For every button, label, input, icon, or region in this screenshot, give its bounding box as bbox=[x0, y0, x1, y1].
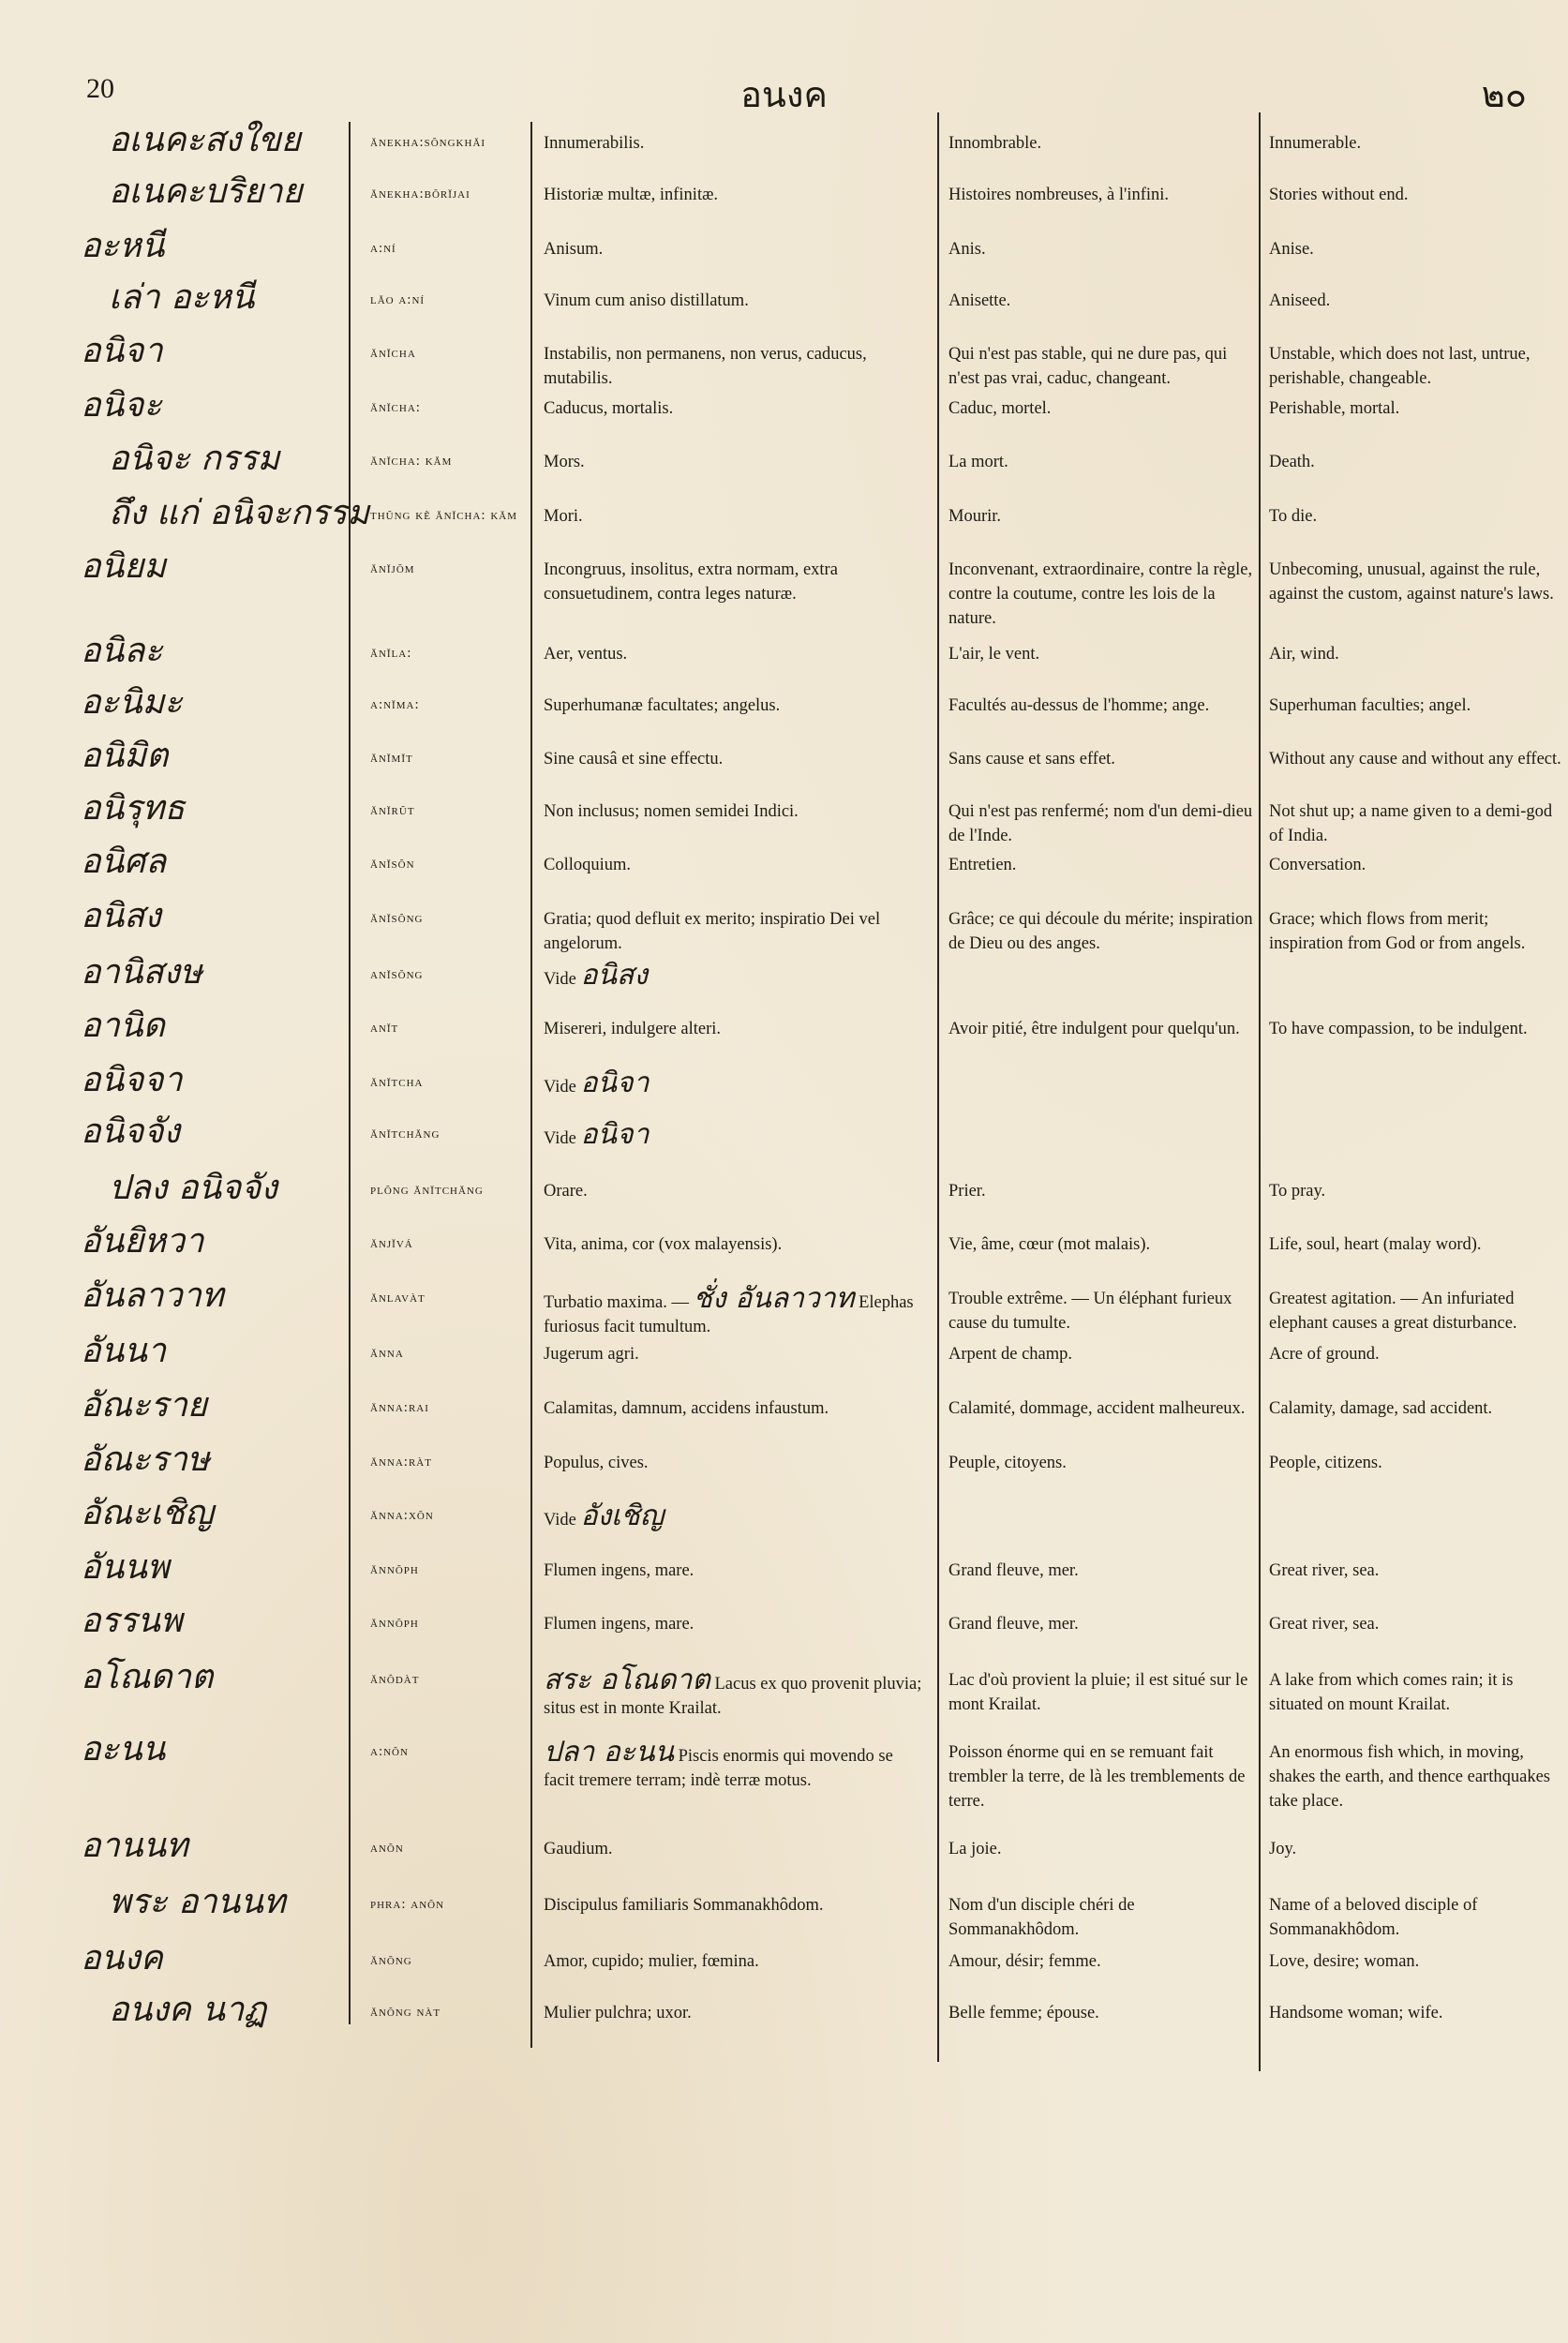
english-definition: Unbecoming, unusual, against the rule, against the custom, against nature's laws. bbox=[1269, 560, 1554, 604]
latin-definition: Instabilis, non permanens, non verus, caducus, mutabilis. bbox=[544, 345, 867, 388]
latin-definition: Amor, cupido; mulier, fœmina. bbox=[544, 1952, 759, 1971]
romanization: ănĭla: bbox=[370, 646, 412, 661]
french-definition: La mort. bbox=[948, 453, 1008, 471]
french-definition: Lac d'où provient la pluie; il est situé sur le mont Krailat. bbox=[948, 1671, 1248, 1714]
thai-headword: อานิสงษ bbox=[81, 953, 202, 992]
english-definition: Superhuman faculties; angel. bbox=[1269, 696, 1471, 715]
french-definition: Qui n'est pas renfermé; nom d'un demi-dieu de l'Inde. bbox=[948, 802, 1253, 845]
thai-headword: อเนคะสงใขย bbox=[109, 121, 301, 159]
french-definition: Innombrable. bbox=[948, 134, 1042, 153]
vide-label: Vide bbox=[544, 1129, 576, 1148]
thai-headword: อนงค bbox=[81, 1939, 163, 1977]
cross-reference: อนิจา bbox=[580, 1118, 650, 1151]
english-definition: Death. bbox=[1269, 453, 1315, 471]
french-definition: Vie, âme, cœur (mot malais). bbox=[948, 1235, 1151, 1254]
romanization: a:ní bbox=[370, 241, 396, 256]
latin-definition: Mulier pulchra; uxor. bbox=[544, 2004, 692, 2022]
thai-headword: อนิศล bbox=[81, 843, 167, 881]
french-definition: La joie. bbox=[948, 1840, 1002, 1858]
thai-headword: อนิยม bbox=[81, 547, 167, 586]
french-definition: Prier. bbox=[948, 1182, 986, 1201]
latin-definition bbox=[544, 1067, 926, 1099]
thai-headword: อนิจจา bbox=[81, 1061, 183, 1099]
latin-definition: Flumen ingens, mare. bbox=[544, 1615, 694, 1634]
thai-headword: อัณะเชิญ bbox=[81, 1494, 214, 1532]
thai-headword: อันยิหวา bbox=[81, 1222, 204, 1261]
latin-definition bbox=[544, 1736, 926, 1793]
french-definition: Grand fleuve, mer. bbox=[948, 1561, 1079, 1580]
romanization: phra: anŏn bbox=[370, 1897, 445, 1912]
thai-headword: อะนน bbox=[81, 1730, 166, 1768]
column-rule bbox=[937, 112, 939, 2062]
thai-headword: อรรนพ bbox=[81, 1602, 183, 1640]
latin-definition bbox=[544, 1500, 926, 1532]
thai-example: ปลา อะนน bbox=[544, 1736, 674, 1768]
english-definition: Name of a beloved disciple of Sommanakhôdom. bbox=[1269, 1896, 1478, 1939]
romanization: plŏng ănĭtchăng bbox=[370, 1183, 484, 1198]
french-definition: Sans cause et sans effet. bbox=[948, 750, 1115, 769]
romanization: ănĭrŭt bbox=[370, 803, 415, 818]
latin-definition: Vita, anima, cor (vox malayensis). bbox=[544, 1235, 783, 1254]
english-definition: Aniseed. bbox=[1269, 291, 1331, 310]
latin-definition bbox=[544, 1282, 926, 1339]
thai-headword: อนิจะ กรรม bbox=[109, 440, 280, 478]
thai-example: สระ อโณดาต bbox=[544, 1664, 710, 1696]
page-number-left: 20 bbox=[86, 73, 114, 104]
thai-headword: อันลาวาท bbox=[81, 1276, 224, 1315]
latin-definition: Orare. bbox=[544, 1182, 588, 1201]
column-rule bbox=[349, 122, 351, 2024]
thai-headword: อานนท bbox=[81, 1827, 188, 1865]
romanization: ănĭmĭt bbox=[370, 751, 413, 766]
romanization: ănĭcha: bbox=[370, 400, 421, 415]
french-definition: Caduc, mortel. bbox=[948, 399, 1052, 418]
thai-headword: อนิละ bbox=[81, 632, 163, 670]
romanization: ănekha:sŏngkhăi bbox=[370, 135, 486, 150]
english-definition: Innumerable. bbox=[1269, 134, 1362, 153]
latin-definition: Gratia; quod defluit ex merito; inspiratio Dei vel angelorum. bbox=[544, 910, 881, 953]
thai-headword: เล่า อะหนี bbox=[109, 278, 255, 317]
latin-definition: Calamitas, damnum, accidens infaustum. bbox=[544, 1399, 829, 1418]
french-definition: Facultés au-dessus de l'homme; ange. bbox=[948, 696, 1210, 715]
french-definition: Qui n'est pas stable, qui ne dure pas, qui n'est pas vrai, caduc, changeant. bbox=[948, 345, 1228, 388]
romanization: ănna bbox=[370, 1346, 404, 1361]
romanization: ănna:xŏn bbox=[370, 1508, 434, 1523]
thai-example: ชั่ง อันลาวาท bbox=[693, 1282, 855, 1315]
latin-text: Piscis enormis qui movendo se facit tremere terram; indè terræ motus. bbox=[544, 1747, 893, 1790]
thai-headword: อนิจา bbox=[81, 332, 163, 370]
french-definition: Amour, désir; femme. bbox=[948, 1952, 1101, 1971]
thai-headword: อะหนี bbox=[81, 227, 165, 265]
romanization: ănŏng nàt bbox=[370, 2005, 441, 2020]
thai-headword: อนิจจัง bbox=[81, 1112, 180, 1151]
vide-label: Vide bbox=[544, 1078, 576, 1097]
latin-text: Turbatio maxima. — bbox=[544, 1293, 690, 1312]
romanization: ănĭsŏn bbox=[370, 857, 415, 872]
english-definition: Great river, sea. bbox=[1269, 1615, 1380, 1634]
romanization: ănôdàt bbox=[370, 1672, 420, 1687]
latin-definition: Flumen ingens, mare. bbox=[544, 1561, 694, 1580]
latin-definition bbox=[544, 959, 926, 992]
english-definition: Anise. bbox=[1269, 240, 1314, 259]
english-definition: Greatest agitation. — An infuriated elephant causes a great disturbance. bbox=[1269, 1290, 1517, 1333]
romanization: ănna:rai bbox=[370, 1400, 429, 1415]
latin-definition: Populus, cives. bbox=[544, 1454, 649, 1472]
thai-headword: อนิสง bbox=[81, 897, 161, 935]
english-definition: Life, soul, heart (malay word). bbox=[1269, 1235, 1482, 1254]
thai-headword: อันนพ bbox=[81, 1548, 170, 1587]
french-definition: Belle femme; épouse. bbox=[948, 2004, 1099, 2022]
thai-headword: อัณะราย bbox=[81, 1386, 207, 1425]
thai-headword: อนิจะ bbox=[81, 386, 162, 425]
latin-definition: Caducus, mortalis. bbox=[544, 399, 674, 418]
french-definition: Anis. bbox=[948, 240, 986, 259]
english-definition: Not shut up; a name given to a demi-god of India. bbox=[1269, 802, 1553, 845]
french-definition: Grâce; ce qui découle du mérite; inspiration de Dieu ou des anges. bbox=[948, 910, 1253, 953]
latin-definition: Jugerum agri. bbox=[544, 1345, 639, 1364]
french-definition: Trouble extrême. — Un éléphant furieux cause du tumulte. bbox=[948, 1290, 1232, 1333]
running-head: อนงค bbox=[740, 74, 828, 115]
romanization: anĭt bbox=[370, 1021, 399, 1036]
vide-label: Vide bbox=[544, 1511, 576, 1530]
english-definition: To pray. bbox=[1269, 1182, 1326, 1201]
french-definition: Poisson énorme qui en se remuant fait trembler la terre, de là les tremblements de terre. bbox=[948, 1743, 1246, 1811]
cross-reference: อนิจา bbox=[580, 1067, 650, 1099]
romanization: ănĭtcha bbox=[370, 1075, 424, 1090]
romanization: ănjĭvá bbox=[370, 1236, 413, 1251]
latin-definition: Anisum. bbox=[544, 240, 604, 259]
romanization: ănnŏph bbox=[370, 1562, 419, 1577]
latin-definition: Historiæ multæ, infinitæ. bbox=[544, 186, 719, 204]
romanization: ănna:ràt bbox=[370, 1455, 432, 1470]
french-definition: Calamité, dommage, accident malheureux. bbox=[948, 1399, 1246, 1418]
latin-definition: Discipulus familiaris Sommanakhôdom. bbox=[544, 1896, 824, 1915]
french-definition: L'air, le vent. bbox=[948, 645, 1040, 664]
latin-definition: Superhumanæ facultates; angelus. bbox=[544, 696, 781, 715]
latin-definition: Gaudium. bbox=[544, 1840, 613, 1858]
english-definition: Without any cause and without any effect. bbox=[1269, 750, 1561, 769]
romanization: ănnŏph bbox=[370, 1616, 419, 1631]
english-definition: Stories without end. bbox=[1269, 186, 1409, 204]
thai-headword: อนิรุทธ bbox=[81, 789, 186, 828]
column-rule bbox=[1259, 112, 1261, 2071]
romanization: ănekha:bŏrĭjai bbox=[370, 187, 470, 201]
latin-definition: Colloquium. bbox=[544, 856, 632, 874]
latin-definition bbox=[544, 1664, 926, 1721]
cross-reference: อังเชิญ bbox=[580, 1500, 665, 1532]
latin-definition: Innumerabilis. bbox=[544, 134, 645, 153]
french-definition: Peuple, citoyens. bbox=[948, 1454, 1067, 1472]
french-definition: Inconvenant, extraordinaire, contre la règle, contre la coutume, contre les lois de la nature. bbox=[948, 560, 1253, 628]
english-definition: Handsome woman; wife. bbox=[1269, 2004, 1443, 2022]
french-definition: Entretien. bbox=[948, 856, 1017, 874]
thai-headword: ปลง อนิจจัง bbox=[109, 1169, 277, 1207]
french-definition: Nom d'un disciple chéri de Sommanakhôdom. bbox=[948, 1896, 1135, 1939]
english-definition: Conversation. bbox=[1269, 856, 1366, 874]
romanization: anĭsŏng bbox=[370, 967, 424, 982]
english-definition: Love, desire; woman. bbox=[1269, 1952, 1420, 1971]
thai-headword: อัณะราษ bbox=[81, 1440, 210, 1479]
english-definition: People, citizens. bbox=[1269, 1454, 1382, 1472]
english-definition: Calamity, damage, sad accident. bbox=[1269, 1399, 1493, 1418]
french-definition: Anisette. bbox=[948, 291, 1011, 310]
thai-headword: อนงค นาฏ bbox=[109, 1991, 267, 2029]
romanization: lăo a:ní bbox=[370, 292, 426, 307]
latin-definition: Non inclusus; nomen semidei Indici. bbox=[544, 802, 799, 821]
cross-reference: อนิสง bbox=[580, 959, 648, 992]
romanization: ănŏng bbox=[370, 1953, 412, 1968]
thai-headword: อนิมิต bbox=[81, 737, 169, 775]
english-definition: Joy. bbox=[1269, 1840, 1297, 1858]
romanization: ănĭsŏng bbox=[370, 911, 424, 926]
page-number-right: ๒๐ bbox=[1481, 74, 1527, 115]
english-definition: To have compassion, to be indulgent. bbox=[1269, 1020, 1528, 1038]
latin-definition: Mori. bbox=[544, 507, 583, 526]
english-definition: A lake from which comes rain; it is situated on mount Krailat. bbox=[1269, 1671, 1514, 1714]
romanization: ănĭcha bbox=[370, 346, 416, 361]
english-definition: To die. bbox=[1269, 507, 1318, 526]
romanization: a:nĭma: bbox=[370, 697, 420, 712]
latin-definition: Aer, ventus. bbox=[544, 645, 628, 664]
latin-definition bbox=[544, 1118, 926, 1151]
english-definition: An enormous fish which, in moving, shakes the earth, and thence earthquakes take place. bbox=[1269, 1743, 1550, 1811]
latin-definition: Misereri, indulgere alteri. bbox=[544, 1020, 722, 1038]
thai-headword: พระ อานนท bbox=[109, 1883, 286, 1921]
thai-headword: อเนคะบริยาย bbox=[109, 172, 303, 211]
thai-headword: ถึง แก่ อนิจะกรรม bbox=[109, 494, 370, 532]
vide-label: Vide bbox=[544, 970, 576, 989]
thai-headword: อานิด bbox=[81, 1007, 165, 1045]
french-definition: Histoires nombreuses, à l'infini. bbox=[948, 186, 1170, 204]
romanization: ănĭcha: kăm bbox=[370, 454, 453, 469]
latin-definition: Vinum cum aniso distillatum. bbox=[544, 291, 749, 310]
english-definition: Perishable, mortal. bbox=[1269, 399, 1400, 418]
romanization: ănlavàt bbox=[370, 1291, 426, 1306]
thai-headword: อะนิมะ bbox=[81, 683, 183, 722]
thai-headword: อโณดาต bbox=[81, 1658, 214, 1696]
latin-definition: Mors. bbox=[544, 453, 585, 471]
french-definition: Arpent de champ. bbox=[948, 1345, 1073, 1364]
thai-headword: อันนา bbox=[81, 1332, 167, 1370]
english-definition: Great river, sea. bbox=[1269, 1561, 1380, 1580]
french-definition: Grand fleuve, mer. bbox=[948, 1615, 1079, 1634]
english-definition: Acre of ground. bbox=[1269, 1345, 1380, 1364]
latin-definition: Sine causâ et sine effectu. bbox=[544, 750, 724, 769]
latin-definition: Incongruus, insolitus, extra normam, extra consuetudinem, contra leges naturæ. bbox=[544, 560, 838, 604]
romanization: thŭng kẽ ănĭcha: kăm bbox=[370, 508, 518, 523]
romanization: ănĭjŏm bbox=[370, 561, 415, 576]
english-definition: Unstable, which does not last, untrue, perishable, changeable. bbox=[1269, 345, 1531, 388]
english-definition: Air, wind. bbox=[1269, 645, 1339, 664]
romanization: anŏn bbox=[370, 1841, 404, 1856]
english-definition: Grace; which flows from merit; inspiration from God or from angels. bbox=[1269, 910, 1526, 953]
french-definition: Mourir. bbox=[948, 507, 1002, 526]
french-definition: Avoir pitié, être indulgent pour quelqu'un. bbox=[948, 1020, 1240, 1038]
latin-text: Lacus ex quo provenit pluvia; situs est in monte Krailat. bbox=[544, 1675, 922, 1718]
latin-text: Elephas furiosus facit tumultum. bbox=[544, 1293, 914, 1336]
romanization: a:nŏn bbox=[370, 1744, 409, 1759]
romanization: ănĭtchăng bbox=[370, 1127, 441, 1142]
